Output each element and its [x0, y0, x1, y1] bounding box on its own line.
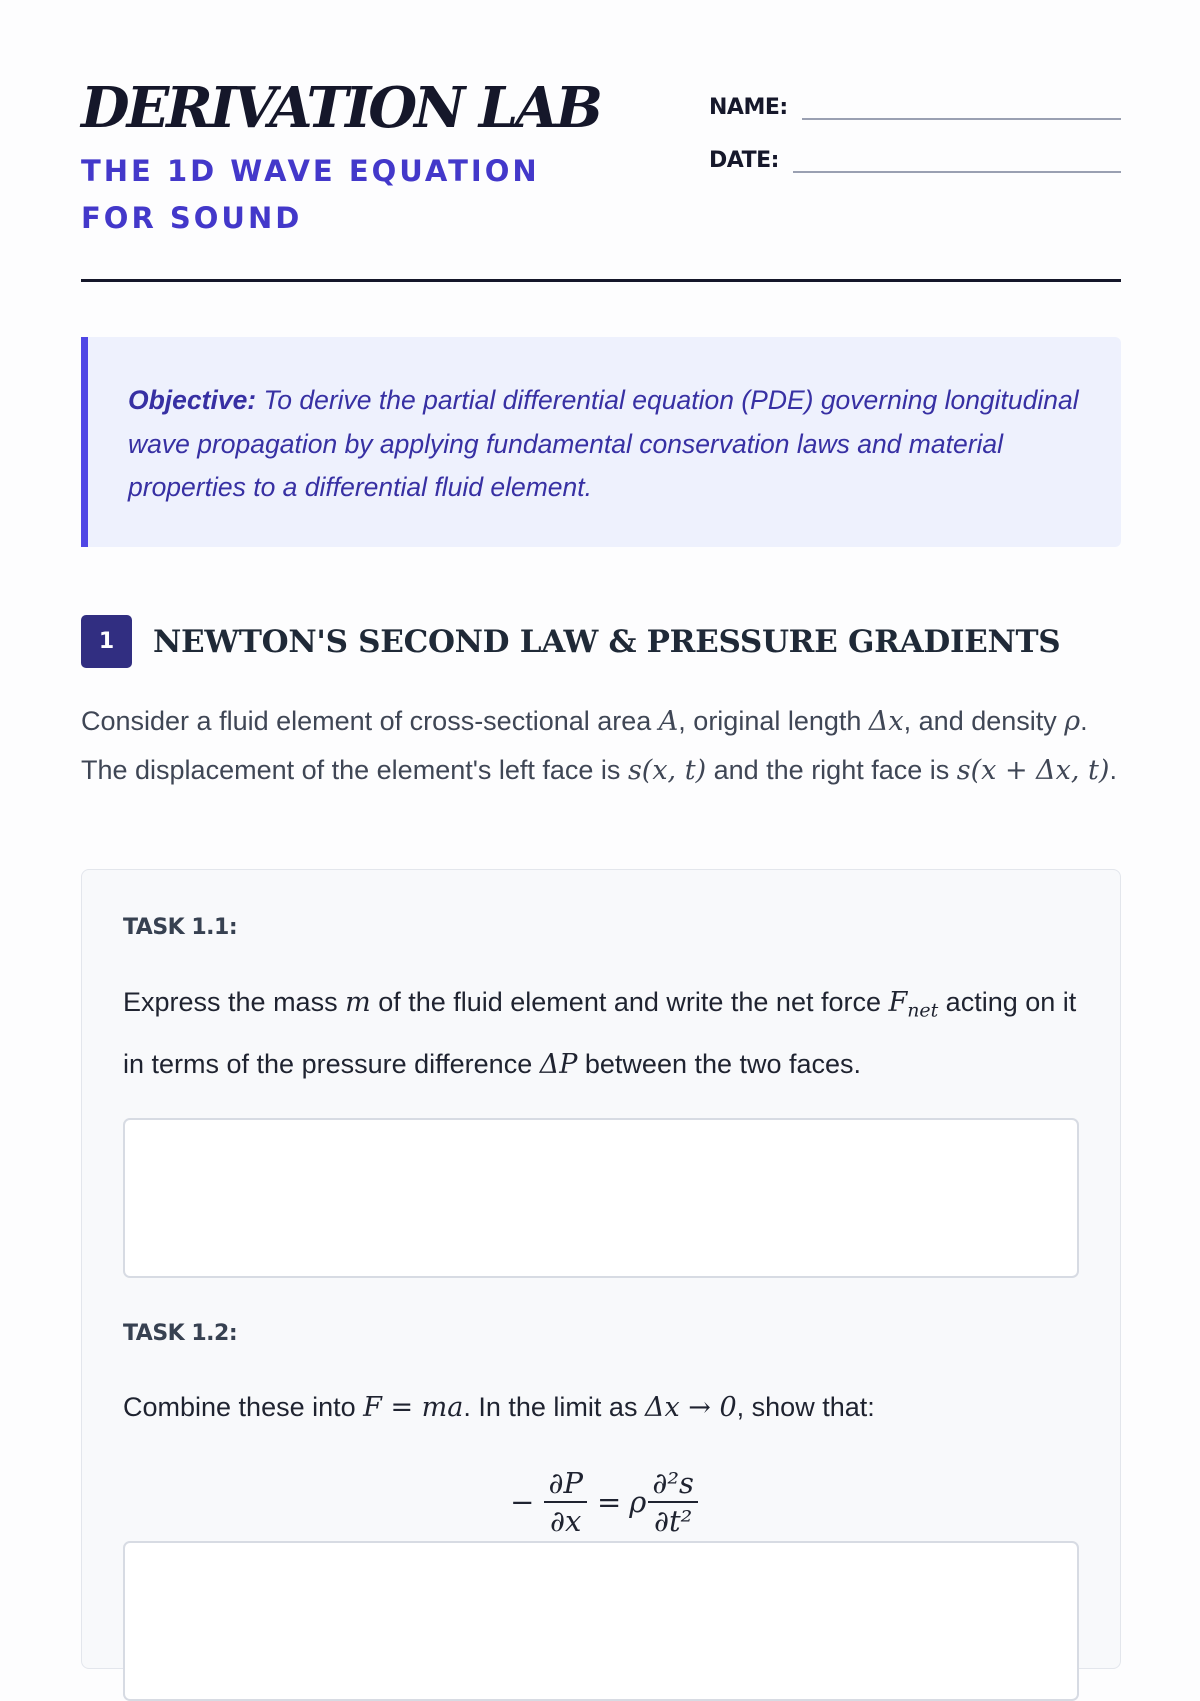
eq-acceleration: [648, 1465, 698, 1539]
name-label: NAME:: [709, 95, 788, 120]
math-net-force: [888, 987, 939, 1022]
name-field[interactable]: [802, 86, 1121, 120]
section-title: NEWTON'S SECOND LAW & PRESSURE GRADIENTS: [153, 623, 1061, 660]
target-equation: [82, 1465, 1120, 1539]
page-subtitle: THE 1D WAVE EQUATION FOR SOUND: [81, 154, 540, 235]
eq-minus: −: [510, 1485, 535, 1519]
task-text: Express the mass: [123, 987, 346, 1017]
worksheet-header: [81, 0, 1121, 285]
eq-pressure-gradient: [544, 1465, 587, 1539]
eq-density: ρ: [629, 1485, 647, 1519]
header-divider: [81, 279, 1121, 282]
task-1-1-answer-box[interactable]: [123, 1118, 1079, 1278]
task-1-2-prompt: [123, 1381, 1083, 1434]
intro-text: and the right face is: [706, 755, 957, 785]
intro-text: , and density: [903, 706, 1065, 736]
task-card: [81, 869, 1121, 1669]
eq-denominator: ∂x: [550, 1504, 582, 1538]
task-text: acting on it in terms of the pressure difference: [123, 987, 1077, 1079]
task-text: of the fluid element and write the net force: [370, 987, 889, 1017]
eq-numerator: ∂P: [544, 1465, 587, 1503]
task-text: . In the limit as: [463, 1392, 645, 1422]
task-text: Combine these into: [123, 1392, 364, 1422]
math-density: ρ: [1064, 706, 1081, 737]
math-pressure-difference: ΔP: [539, 1048, 578, 1080]
math-force-subscript: net: [907, 999, 939, 1022]
task-text: , show that:: [736, 1392, 875, 1422]
page-title: DERIVATION LAB: [81, 75, 600, 141]
date-field-row: [709, 135, 1121, 173]
objective-lead: Objective:: [128, 385, 257, 415]
math-newton-law: F = ma: [363, 1392, 464, 1423]
section-1-heading: [81, 615, 1060, 668]
worksheet-page: [81, 0, 1121, 1538]
section-intro: [81, 697, 1121, 795]
task-1-1-label: TASK 1.1:: [123, 915, 238, 940]
eq-equals: =: [596, 1485, 622, 1519]
eq-denominator: ∂t²: [653, 1504, 693, 1538]
math-left-displacement: s(x, t): [627, 755, 707, 786]
intro-text: . The displacement of the element's left face is: [81, 706, 1088, 785]
date-label: DATE:: [709, 148, 779, 173]
section-number-badge: 1: [81, 615, 132, 668]
math-area: A: [658, 706, 679, 737]
intro-text: Consider a fluid element of cross-sectional area: [81, 706, 659, 736]
objective-box: [81, 337, 1121, 547]
task-1-2-answer-box[interactable]: [123, 1541, 1079, 1701]
date-field[interactable]: [793, 139, 1121, 173]
math-length: Δx: [868, 706, 904, 737]
name-field-row: [709, 82, 1121, 120]
math-limit: Δx → 0: [644, 1392, 737, 1423]
intro-text: , original length: [678, 706, 869, 736]
task-1-1-prompt: [123, 976, 1083, 1091]
intro-text: .: [1109, 755, 1117, 785]
student-info-fields: [709, 82, 1121, 188]
objective-text: To derive the partial differential equation (PDE) governing longitudinal wave propagation by applying fundamental conservation laws and material properties to a differential fluid element.: [128, 385, 1079, 502]
eq-numerator: ∂²s: [648, 1465, 698, 1503]
task-text: between the two faces.: [577, 1048, 862, 1079]
math-mass: m: [345, 987, 371, 1018]
task-1-2-label: TASK 1.2:: [123, 1321, 238, 1346]
math-right-displacement: s(x + Δx, t): [956, 755, 1110, 786]
math-force-symbol: F: [888, 987, 908, 1018]
